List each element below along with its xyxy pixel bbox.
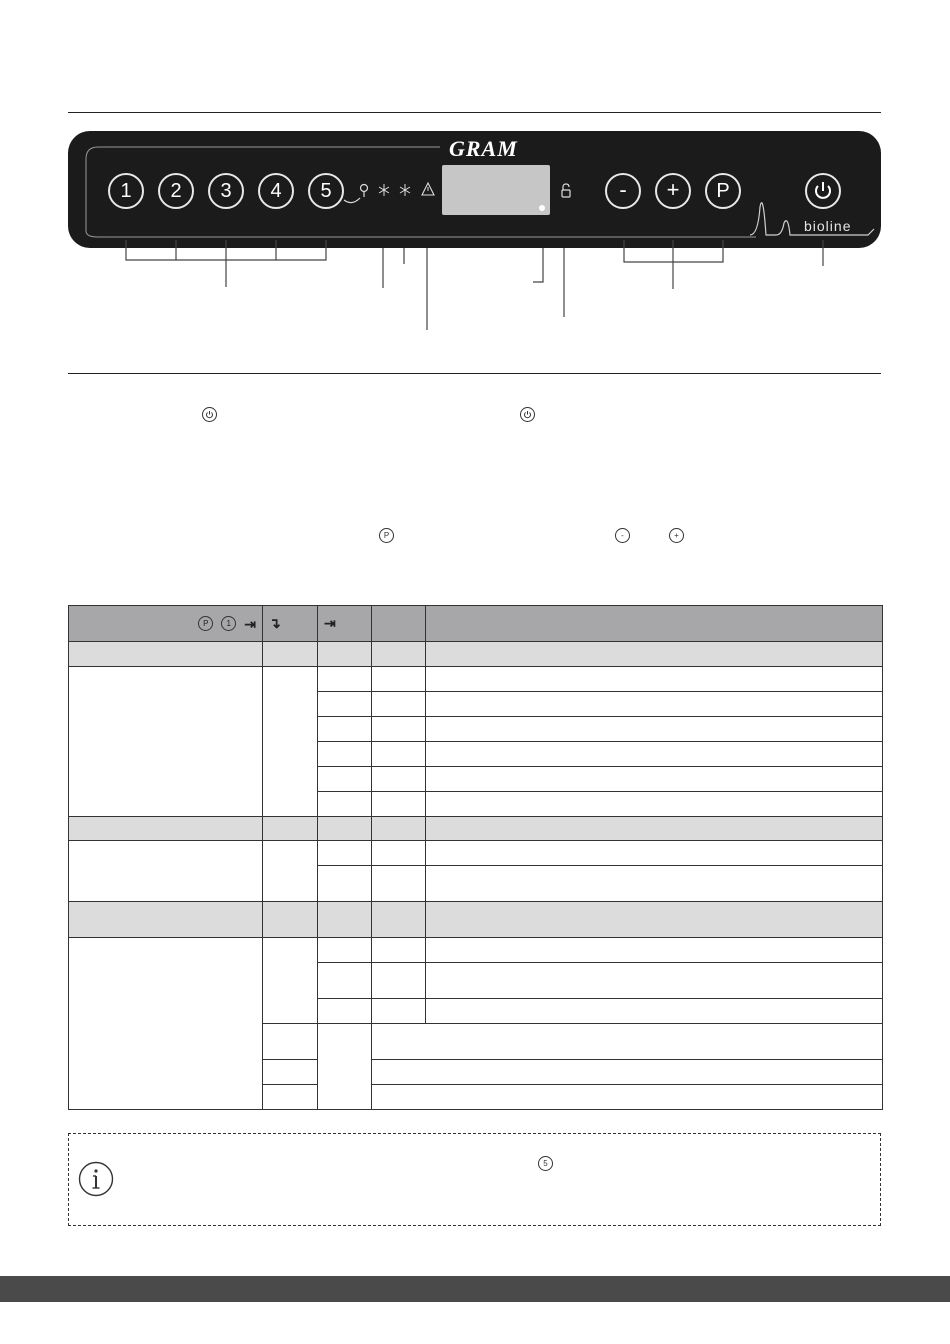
inline-plus-button-icon: + bbox=[669, 528, 684, 543]
one-button-icon: 1 bbox=[221, 616, 236, 631]
inline-p-button-icon: P bbox=[379, 528, 394, 543]
p-button-icon: P bbox=[198, 616, 213, 631]
table-row bbox=[69, 841, 883, 866]
info-box bbox=[68, 1133, 881, 1226]
power-icon bbox=[203, 408, 216, 421]
section-rule bbox=[68, 373, 881, 374]
header-cell bbox=[372, 606, 426, 642]
callout-lines bbox=[0, 0, 950, 340]
program-button-4[interactable]: 4 bbox=[258, 173, 294, 209]
inline-power-icon bbox=[520, 407, 535, 422]
header-arrow-down-cell bbox=[263, 606, 318, 642]
table-group-row bbox=[69, 642, 883, 667]
inline-power-icon bbox=[202, 407, 217, 422]
table-header-row bbox=[69, 606, 883, 642]
arrow-in-icon: ⇥ bbox=[324, 615, 336, 631]
header-arrow-in-cell bbox=[318, 606, 372, 642]
gram-logo: GRAM bbox=[449, 136, 518, 161]
table-group-row bbox=[69, 817, 883, 841]
header-icons-cell bbox=[69, 606, 263, 642]
footer-band bbox=[0, 1276, 950, 1302]
bioline-label: bioline bbox=[804, 218, 852, 234]
header-cell bbox=[426, 606, 883, 642]
program-button-5[interactable]: 5 bbox=[308, 173, 344, 209]
program-button-1[interactable]: 1 bbox=[108, 173, 144, 209]
inline-minus-button-icon: - bbox=[615, 528, 630, 543]
arrow-in-icon: ⇥ bbox=[244, 615, 256, 632]
program-button-3[interactable]: 3 bbox=[208, 173, 244, 209]
inline-button-5-icon: 5 bbox=[538, 1156, 553, 1171]
info-icon bbox=[78, 1161, 114, 1197]
table-row bbox=[69, 938, 883, 963]
minus-button[interactable]: - bbox=[605, 173, 641, 209]
arrow-down-icon: ↴ bbox=[269, 615, 281, 631]
power-icon bbox=[521, 408, 534, 421]
parameter-table bbox=[68, 605, 883, 1110]
table-group-row bbox=[69, 902, 883, 938]
p-button[interactable]: P bbox=[705, 173, 741, 209]
plus-button[interactable]: + bbox=[655, 173, 691, 209]
program-button-2[interactable]: 2 bbox=[158, 173, 194, 209]
table-row bbox=[69, 667, 883, 692]
